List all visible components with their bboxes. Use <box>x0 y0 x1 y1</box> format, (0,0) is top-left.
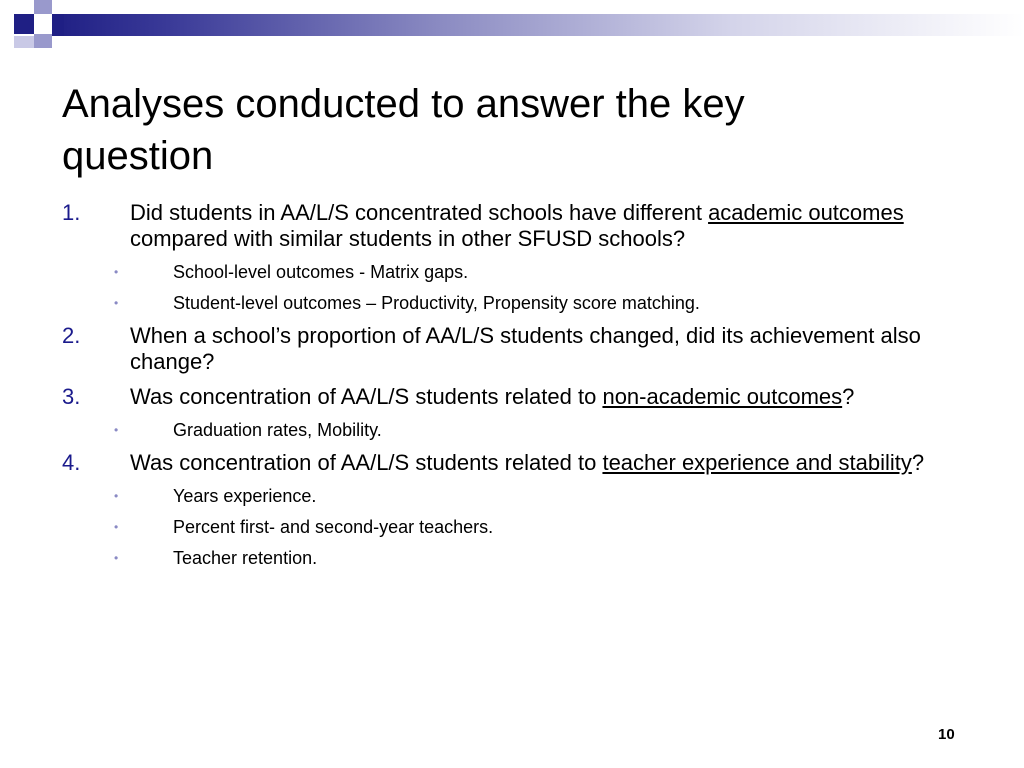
item-text: ? <box>911 450 925 475</box>
list-item <box>62 323 962 375</box>
slide-title <box>62 78 962 182</box>
sub-list-item <box>62 419 962 441</box>
sub-item-text: Student-level outcomes – Productivity, Propensity score matching. <box>173 293 700 313</box>
sub-list-item <box>62 547 962 569</box>
slide-body <box>62 200 962 578</box>
item-number: 2. <box>62 323 81 348</box>
header-gradient-band <box>52 14 1024 36</box>
decor-square-lavender-3 <box>14 36 34 48</box>
sub-item-text: School-level outcomes - Matrix gaps. <box>173 262 469 282</box>
bullet-icon: • <box>114 265 119 279</box>
sub-list-item <box>62 485 962 507</box>
item-text: compared with similar students in other SFUSD schools? <box>130 226 686 251</box>
sub-list-item <box>62 261 962 283</box>
item-text: ? <box>842 384 855 409</box>
sub-list-item <box>62 292 962 314</box>
bullet-icon: • <box>114 520 119 534</box>
decor-square-navy-2 <box>52 14 64 36</box>
item-text: When a school’s proportion of AA/L/S students changed, did its achievement also change? <box>130 323 921 374</box>
list-item <box>62 450 962 476</box>
item-text: Was concentration of AA/L/S students related to <box>130 450 603 475</box>
item-number: 4. <box>62 450 81 475</box>
item-underlined-text: teacher experience and stability <box>602 450 912 475</box>
slide-number: 10 <box>938 726 955 743</box>
decor-square-lavender-2 <box>34 34 52 48</box>
bullet-icon: • <box>114 423 119 437</box>
list-item <box>62 200 962 252</box>
item-number: 1. <box>62 200 81 225</box>
sub-item-text: Years experience. <box>173 486 317 506</box>
sub-item-text: Graduation rates, Mobility. <box>173 420 382 440</box>
bullet-icon: • <box>114 551 119 565</box>
list-item <box>62 384 962 410</box>
bullet-icon: • <box>114 296 119 310</box>
decor-square-navy-1 <box>14 14 34 34</box>
title-line-1: Analyses conducted to answer the key <box>62 82 745 126</box>
item-underlined-text: academic outcomes <box>708 200 904 225</box>
sub-item-text: Percent first- and second-year teachers. <box>173 517 494 537</box>
item-number: 3. <box>62 384 81 409</box>
item-text: Did students in AA/L/S concentrated schools have different <box>130 200 709 225</box>
title-line-2: question <box>62 134 214 178</box>
item-underlined-text: non-academic outcomes <box>602 384 843 409</box>
sub-list-item <box>62 516 962 538</box>
bullet-icon: • <box>114 489 119 503</box>
decor-square-lavender-1 <box>34 0 52 14</box>
sub-item-text: Teacher retention. <box>173 548 318 568</box>
item-text: Was concentration of AA/L/S students related to <box>130 384 603 409</box>
